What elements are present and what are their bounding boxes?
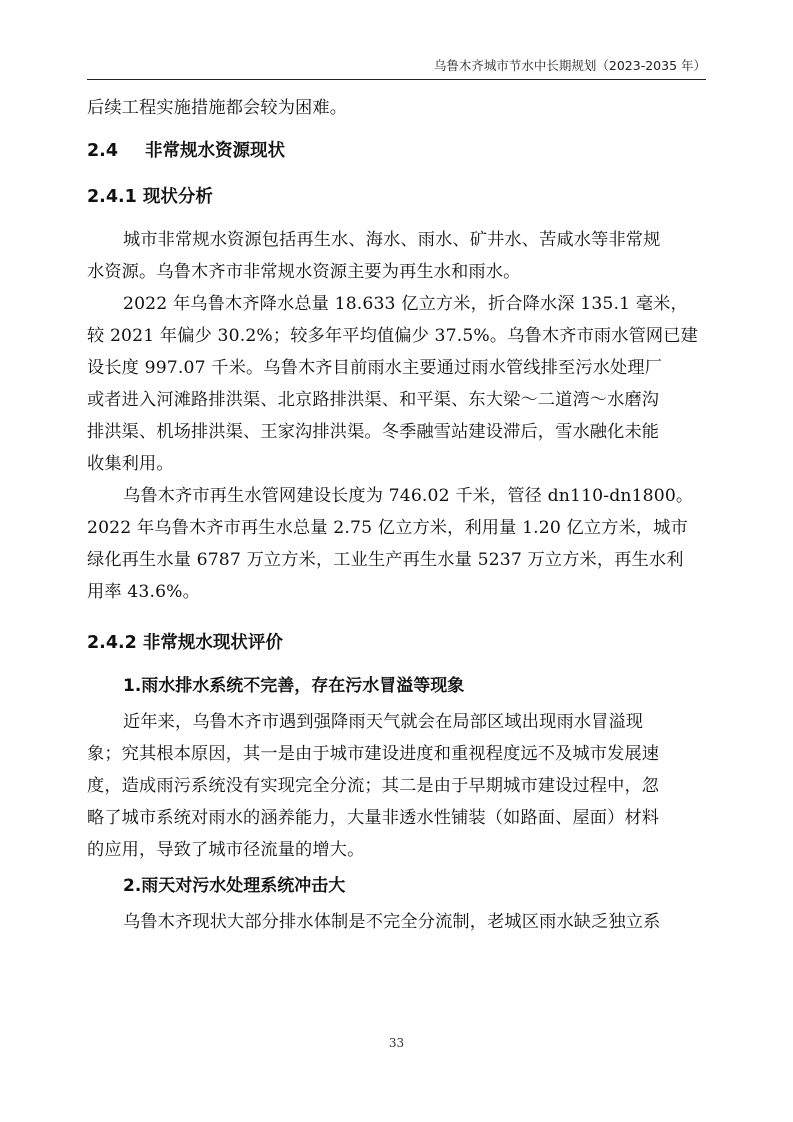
item-heading-1: 1.雨水排水系统不完善，存在污水冒溢等现象 — [123, 676, 465, 696]
paragraph-line: 近年来，乌鲁木齐市遇到强降雨天气就会在局部区域出现雨水冒溢现 — [123, 712, 644, 732]
paragraph-4 — [87, 706, 706, 866]
paragraph-line: 收集利用。 — [87, 454, 174, 474]
paragraph-line: 设长度 997.07 千米。乌鲁木齐目前雨水主要通过雨水管线排至污水处理厂 — [87, 358, 663, 378]
subsection-heading-2-4-2: 2.4.2 非常规水现状评价 — [87, 633, 283, 653]
section-title: 非常规水资源现状 — [145, 141, 285, 161]
item-heading-2: 2.雨天对污水处理系统冲击大 — [123, 876, 346, 896]
paragraph-line: 2022 年乌鲁木齐市再生水总量 2.75 亿立方米，利用量 1.20 亿立方米，城市 — [87, 518, 688, 538]
page-number: 33 — [388, 1036, 405, 1050]
paragraph-line: 用率 43.6%。 — [87, 582, 200, 602]
paragraph-line: 乌鲁木齐现状大部分排水体制是不完全分流制，老城区雨水缺乏独立系 — [123, 912, 661, 932]
section-number: 2.4 — [87, 141, 119, 161]
paragraph-2 — [87, 288, 706, 480]
paragraph-1 — [87, 224, 706, 288]
paragraph-3 — [87, 480, 706, 608]
paragraph-line: 较 2021 年偏少 30.2%；较多年平均值偏少 37.5%。乌鲁木齐市雨水管网已建 — [87, 326, 698, 346]
paragraph-5 — [87, 906, 706, 938]
paragraph-line: 的应用，导致了城市径流量的增大。 — [87, 840, 365, 860]
paragraph-line: 水资源。乌鲁木齐市非常规水资源主要为再生水和雨水。 — [87, 262, 521, 282]
carryover-line: 后续工程实施措施都会较为困难。 — [87, 98, 348, 118]
paragraph-line: 绿化再生水量 6787 万立方米，工业生产再生水量 5237 万立方米，再生水利 — [87, 550, 684, 570]
paragraph-line: 排洪渠、机场排洪渠、王家沟排洪渠。冬季融雪站建设滞后，雪水融化未能 — [87, 422, 660, 442]
paragraph-line: 2022 年乌鲁木齐降水总量 18.633 亿立方米，折合降水深 135.1 毫米， — [123, 294, 688, 314]
paragraph-line: 乌鲁木齐市再生水管网建设长度为 746.02 千米，管径 dn110-dn1800。 — [123, 486, 694, 506]
paragraph-line: 象；究其根本原因，其一是由于城市建设进度和重视程度远不及城市发展速 — [87, 744, 660, 764]
running-header: 乌鲁木齐城市节水中长期规划（2023-2035 年） — [433, 58, 706, 73]
paragraph-line: 略了城市系统对雨水的涵养能力，大量非透水性铺装（如路面、屋面）材料 — [87, 808, 660, 828]
page-body — [87, 92, 706, 938]
subsection-heading-2-4-1: 2.4.1 现状分析 — [87, 187, 213, 207]
paragraph-line: 度，造成雨污系统没有实现完全分流；其二是由于早期城市建设过程中，忽 — [87, 776, 660, 796]
paragraph-line: 城市非常规水资源包括再生水、海水、雨水、矿井水、苦咸水等非常规 — [123, 230, 661, 250]
header-rule — [87, 79, 706, 80]
paragraph-line: 或者进入河滩路排洪渠、北京路排洪渠、和平渠、东大梁～二道湾～水磨沟 — [87, 390, 660, 410]
section-heading-2-4 — [87, 128, 706, 174]
